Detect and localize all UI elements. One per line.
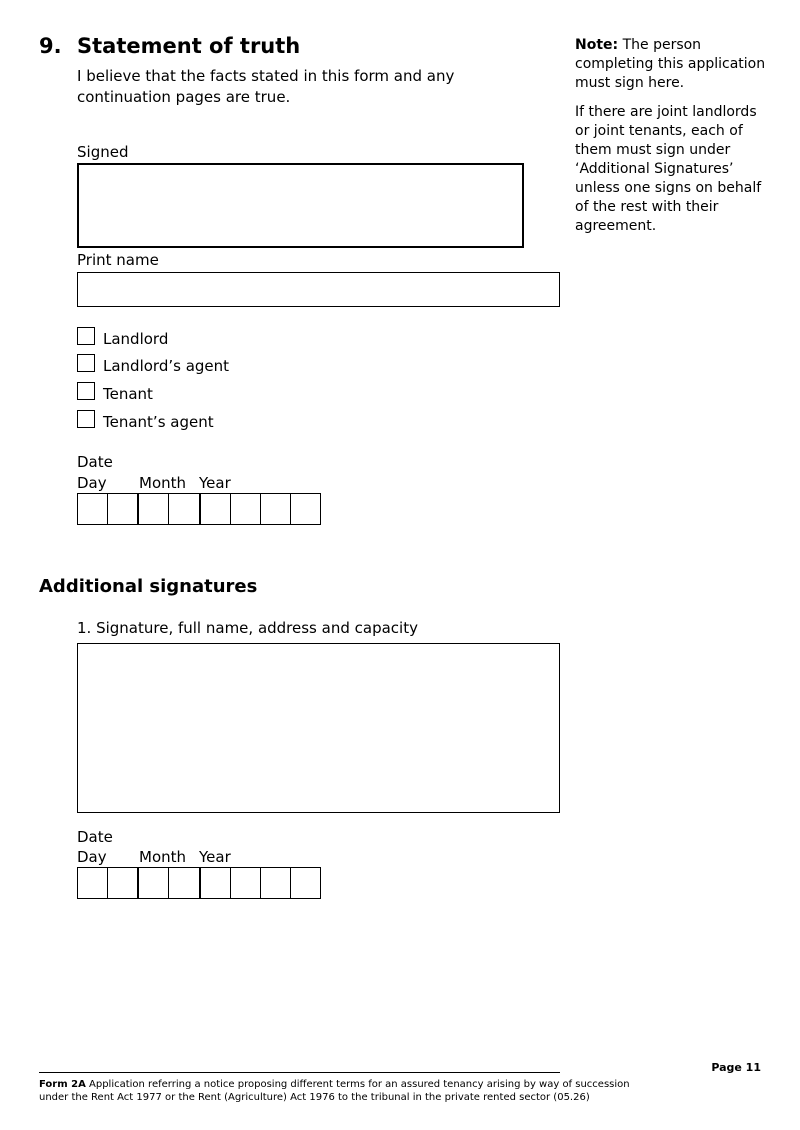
year-label: Year	[199, 848, 231, 866]
date-input-grid	[77, 493, 321, 525]
checkbox-label: Landlord’s agent	[103, 357, 230, 375]
note-paragraph-2: If there are joint landlords or joint tenants, each of them must sign under ‘Additional Signatures’ unless one signs on behalf of the rest with their agreement.	[575, 104, 762, 234]
month-label: Month	[139, 848, 187, 866]
note-bold-label: Note:	[575, 37, 619, 53]
year-digit-field[interactable]	[201, 868, 231, 898]
checkbox-label: Tenant’s agent	[103, 413, 214, 431]
checkbox[interactable]	[77, 382, 95, 400]
year-digit-field[interactable]	[231, 494, 261, 524]
checkbox[interactable]	[77, 354, 95, 372]
month-digit-field[interactable]	[139, 494, 169, 524]
month-digit-field[interactable]	[139, 868, 169, 898]
section-title: Statement of truth	[77, 34, 301, 58]
print-name-field[interactable]	[77, 272, 560, 307]
year-digit-field[interactable]	[261, 494, 291, 524]
year-digit-field[interactable]	[291, 494, 320, 524]
signed-label: Signed	[77, 143, 129, 161]
note-paragraph-1	[575, 36, 770, 93]
form-id: Form 2A	[39, 1079, 86, 1090]
footer-divider	[39, 1072, 560, 1073]
note-text-1: The person completing this application must sign here.	[575, 37, 766, 91]
additional-signatures-heading: Additional signatures	[39, 576, 258, 597]
section-number: 9.	[39, 34, 62, 58]
year-digit-field[interactable]	[261, 868, 291, 898]
year-digit-field[interactable]	[201, 494, 231, 524]
day-label: Day	[77, 848, 107, 866]
footer-text	[39, 1078, 639, 1104]
form-description: Application referring a notice proposing different terms for an assured tenancy arising by way of succession under the Rent Act 1977 or the Rent (Agriculture) Act 1976 to the tribunal in the private rented sector (05.26)	[39, 1079, 630, 1103]
checkbox-option-tenant[interactable]	[77, 380, 153, 403]
date-label: Date	[77, 828, 113, 846]
checkbox[interactable]	[77, 410, 95, 428]
side-note	[575, 36, 770, 246]
day-digit-field[interactable]	[78, 494, 108, 524]
checkbox-option-landlord[interactable]	[77, 325, 168, 348]
statement-text: I believe that the facts stated in this form and any continuation pages are true.	[77, 67, 455, 106]
signature-field[interactable]	[77, 163, 524, 248]
checkbox-label: Tenant	[103, 385, 153, 403]
additional-signature-label: 1. Signature, full name, address and capacity	[77, 619, 418, 637]
day-label: Day	[77, 474, 107, 492]
checkbox[interactable]	[77, 327, 95, 345]
print-name-label: Print name	[77, 251, 159, 269]
day-digit-field[interactable]	[78, 868, 108, 898]
additional-signature-field[interactable]	[77, 643, 560, 813]
date-label: Date	[77, 453, 113, 471]
month-digit-field[interactable]	[169, 494, 200, 524]
day-digit-field[interactable]	[108, 494, 139, 524]
page-number: Page 11	[711, 1061, 761, 1074]
year-digit-field[interactable]	[231, 868, 261, 898]
month-digit-field[interactable]	[169, 868, 200, 898]
checkbox-label: Landlord	[103, 330, 169, 348]
year-digit-field[interactable]	[291, 868, 320, 898]
day-digit-field[interactable]	[108, 868, 139, 898]
month-label: Month	[139, 474, 187, 492]
checkbox-option-tenants-agent[interactable]	[77, 408, 214, 431]
checkbox-option-landlords-agent[interactable]	[77, 352, 229, 375]
year-label: Year	[199, 474, 231, 492]
date-input-grid	[77, 867, 321, 899]
